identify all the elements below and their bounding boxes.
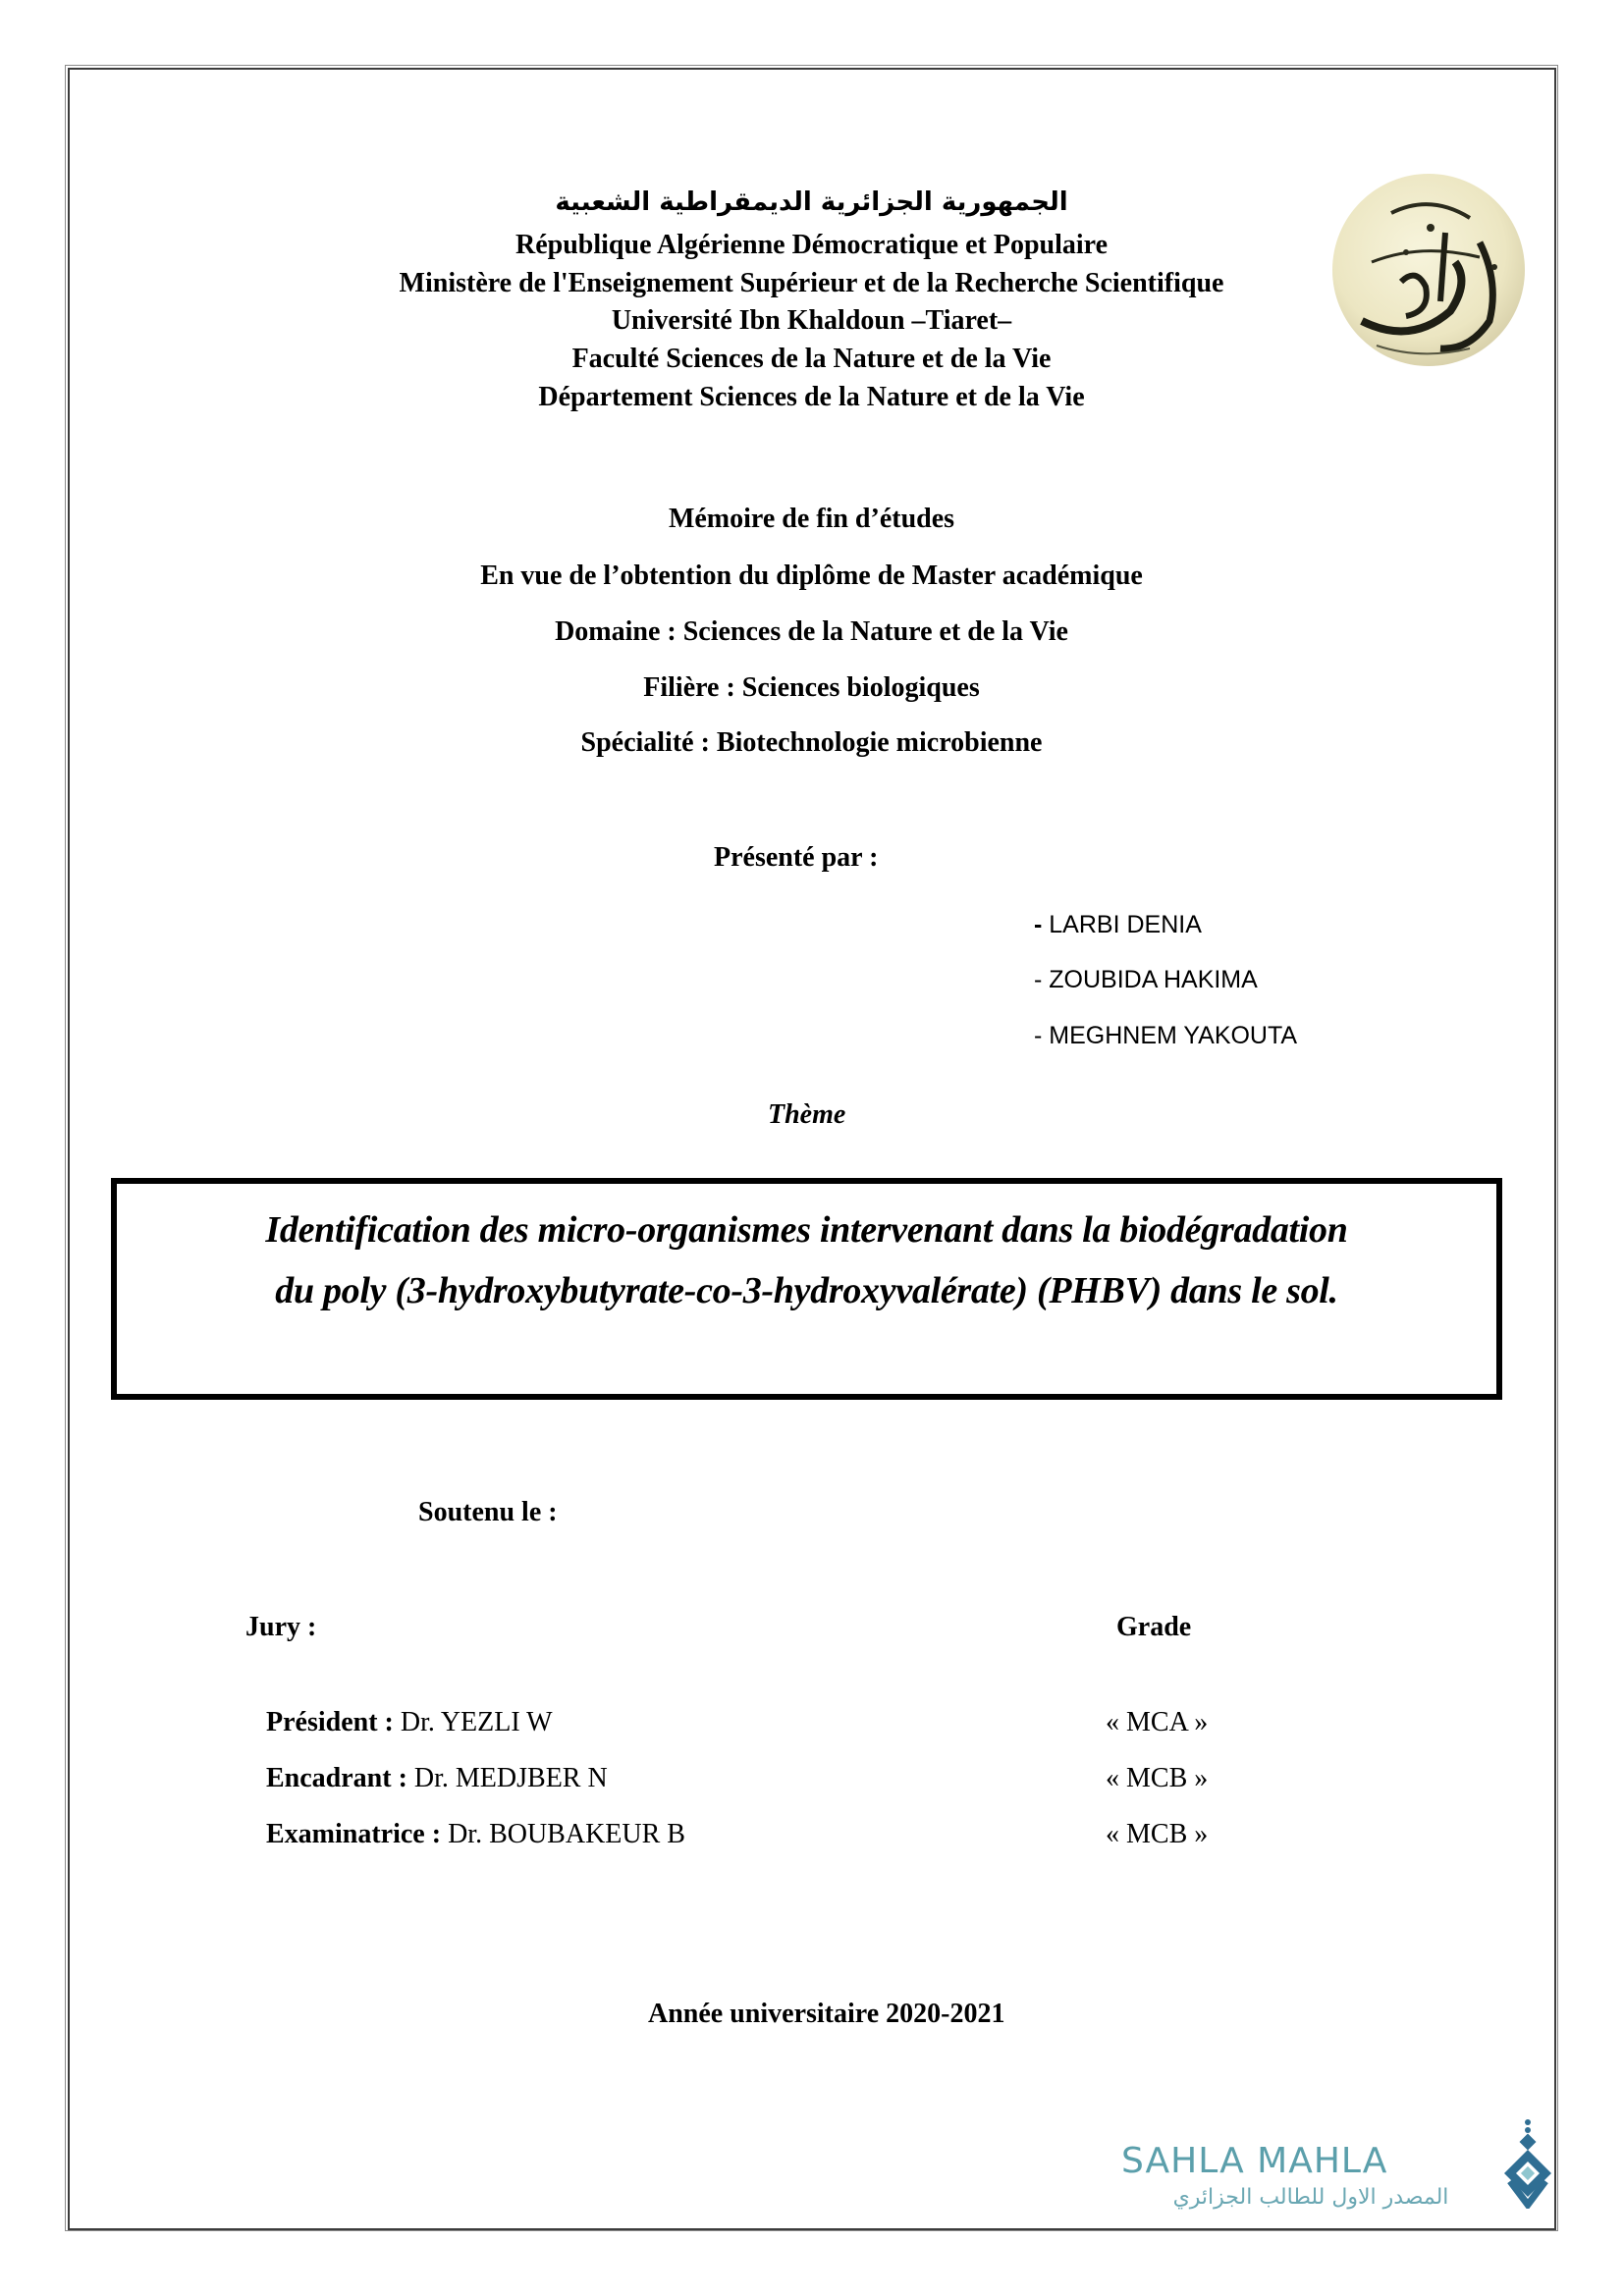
thesis-type: Mémoire de fin d’études: [668, 504, 955, 534]
jury-name: Dr. MEDJBER N: [406, 1763, 608, 1793]
jury-grade: « MCB »: [1106, 1819, 1209, 1849]
jury-grade: « MCA »: [1106, 1707, 1209, 1737]
jury-role: Encadrant :: [266, 1763, 407, 1793]
thesis-title-line-2: du poly (3-hydroxybutyrate-co-3-hydroxyvalérate) (PHBV) dans le sol.: [275, 1270, 1338, 1311]
jury-label: Jury :: [245, 1612, 317, 1642]
jury-member-row: [266, 1709, 553, 1736]
thesis-domain: Domaine : Sciences de la Nature et de la Vie: [555, 616, 1068, 647]
defense-date-label: Soutenu le :: [418, 1497, 558, 1527]
thesis-specialty: Spécialité : Biotechnologie microbienne: [580, 727, 1043, 758]
thesis-title-box: [111, 1178, 1502, 1400]
republic-name: République Algérienne Démocratique et Populaire: [515, 230, 1108, 260]
sahla-mahla-logo-icon: [1500, 2118, 1561, 2214]
author-dash: -: [1034, 966, 1043, 993]
author-name: MEGHNEM YAKOUTA: [1042, 1022, 1298, 1049]
author-item: [1034, 913, 1202, 937]
watermark-brand: SAHLA MAHLA: [1121, 2141, 1388, 2181]
author-item: [1034, 968, 1258, 992]
author-item: [1034, 1024, 1297, 1048]
arabic-republic-title: الجمهورية الجزائرية الديمقراطية الشعبية: [555, 187, 1068, 217]
jury-grade: « MCB »: [1106, 1763, 1209, 1793]
jury-role: Examinatrice :: [266, 1819, 442, 1849]
thesis-purpose: En vue de l’obtention du diplôme de Master académique: [480, 561, 1143, 591]
grade-label: Grade: [1116, 1612, 1192, 1642]
department-name: Département Sciences de la Nature et de la Vie: [538, 382, 1085, 412]
university-name: Université Ibn Khaldoun –Tiaret–: [611, 305, 1012, 336]
faculty-name: Faculté Sciences de la Nature et de la Vie: [571, 344, 1052, 374]
author-dash: -: [1034, 911, 1043, 938]
jury-role: Président :: [266, 1707, 394, 1737]
presented-by-label: Présenté par :: [714, 842, 879, 873]
thesis-title-line-1: Identification des micro-organismes intervenant dans la biodégradation: [265, 1209, 1348, 1251]
author-dash: -: [1034, 1022, 1043, 1049]
university-seal-icon: [1332, 174, 1525, 366]
author-name: ZOUBIDA HAKIMA: [1042, 966, 1258, 993]
theme-label: Thème: [768, 1099, 846, 1130]
thesis-field: Filière : Sciences biologiques: [643, 672, 980, 703]
ministry-name: Ministère de l'Enseignement Supérieur et de la Recherche Scientifique: [399, 268, 1224, 298]
jury-name: Dr. YEZLI W: [393, 1707, 553, 1737]
author-name: LARBI DENIA: [1042, 911, 1202, 938]
jury-member-row: [266, 1765, 608, 1792]
jury-name: Dr. BOUBAKEUR B: [441, 1819, 685, 1849]
academic-year: Année universitaire 2020-2021: [648, 1999, 1005, 2029]
watermark-tagline: المصدر الاول للطالب الجزائري: [1172, 2185, 1449, 2210]
jury-member-row: [266, 1821, 685, 1848]
